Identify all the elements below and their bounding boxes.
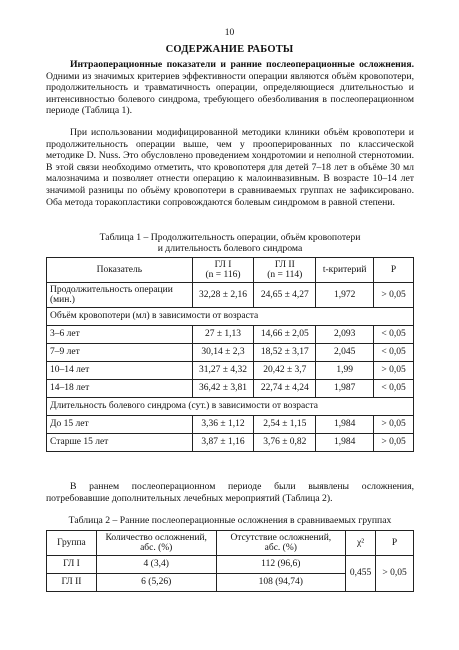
cell-p: > 0,05 bbox=[374, 283, 414, 308]
cell-t: 1,987 bbox=[316, 380, 374, 398]
cell-t: 2,093 bbox=[316, 326, 374, 344]
page-number: 10 bbox=[224, 28, 235, 38]
table-row bbox=[47, 416, 414, 434]
row-label: Продолжительность операции (мин.) bbox=[47, 283, 193, 308]
table-row bbox=[47, 362, 414, 380]
cell-group2: 3,76 ± 0,82 bbox=[254, 434, 316, 452]
paragraph-blood-loss: При использовании модифицированной методики клиники объём кровопотери и продолжительность операции выше, чем у прооперированных по классической методике D. Nuss. Это обусловлено проведением хондротомии и неполной стернотомии. В этой связи необходимо отметить, что кровопотеря для детей 7–18 лет в объёме 30 мл малозначима и позволяет отнести операцию к малоинвазивным. В возрасте 10–14 лет значимой разницы по объёму кровопотери в сравниваемых группах не зафиксировано. Оба метода торакопластики сопровождаются болевым синдромом в равной степени. bbox=[46, 127, 414, 208]
header-group1-n: (n = 116) bbox=[205, 270, 241, 280]
cell-complications: 4 (3,4) bbox=[96, 556, 216, 574]
cell-complications: 6 (5,26) bbox=[96, 574, 216, 592]
cell-t: 1,99 bbox=[316, 362, 374, 380]
cell-no-complications: 108 (94,74) bbox=[216, 574, 346, 592]
table-row bbox=[47, 434, 414, 452]
cell-group2: 22,74 ± 4,24 bbox=[254, 380, 316, 398]
header-group: Группа bbox=[47, 531, 97, 556]
section-row bbox=[47, 308, 414, 326]
cell-group1: 32,28 ± 2,16 bbox=[192, 283, 254, 308]
cell-group1: 31,27 ± 4,32 bbox=[192, 362, 254, 380]
cell-t: 2,045 bbox=[316, 344, 374, 362]
table1-caption bbox=[46, 232, 414, 255]
table-row bbox=[47, 344, 414, 362]
paragraph-body: Одними из значимых критериев эффективности операции являются объём кровопотери, продолжительность и травматичность операции, определяющиеся длительностью и интенсивностью болевого синдрома, требующего обезболивания в послеоперационном периоде (Таблица 1). bbox=[46, 70, 414, 117]
row-label: До 15 лет bbox=[47, 416, 193, 434]
cell-t: 1,984 bbox=[316, 434, 374, 452]
table1-header-row bbox=[47, 258, 414, 283]
header-no-complications-line2: абс. (%) bbox=[264, 543, 297, 553]
cell-group1: 3,36 ± 1,12 bbox=[192, 416, 254, 434]
cell-p: < 0,05 bbox=[374, 344, 414, 362]
cell-p: < 0,05 bbox=[374, 326, 414, 344]
cell-group2: 24,65 ± 4,27 bbox=[254, 283, 316, 308]
header-chi-square: χ² bbox=[346, 531, 376, 556]
header-group2-n: (n = 114) bbox=[267, 270, 303, 280]
paragraph-intraoperative bbox=[46, 59, 414, 117]
header-no-complications bbox=[216, 531, 346, 556]
cell-group2: 18,52 ± 3,17 bbox=[254, 344, 316, 362]
row-label: 3–6 лет bbox=[47, 326, 193, 344]
cell-group2: 2,54 ± 1,15 bbox=[254, 416, 316, 434]
header-group1 bbox=[192, 258, 254, 283]
cell-group1: 36,42 ± 3,81 bbox=[192, 380, 254, 398]
cell-chi-square: 0,455 bbox=[346, 556, 376, 592]
cell-group2: 20,42 ± 3,7 bbox=[254, 362, 316, 380]
table-row bbox=[47, 283, 414, 308]
paragraph-complications: В раннем послеоперационном периоде были выявлены осложнения, потребовавшие дополнительных лечебных мероприятий (Таблица 2). bbox=[46, 481, 414, 504]
paragraph-heading: Интраоперационные показатели и ранние послеоперационные осложнения. bbox=[70, 59, 414, 70]
row-label: 7–9 лет bbox=[47, 344, 193, 362]
header-group1-name: ГЛ I bbox=[214, 259, 232, 270]
table-row bbox=[47, 326, 414, 344]
page-title: СОДЕРЖАНИЕ РАБОТЫ bbox=[165, 44, 294, 55]
cell-group: ГЛ I bbox=[47, 556, 97, 574]
header-p: P bbox=[376, 531, 414, 556]
cell-p: > 0,05 bbox=[374, 362, 414, 380]
table-row bbox=[47, 556, 414, 574]
row-label: 10–14 лет bbox=[47, 362, 193, 380]
row-label: 14–18 лет bbox=[47, 380, 193, 398]
cell-p: > 0,05 bbox=[374, 416, 414, 434]
section-pain: Длительность болевого синдрома (сут.) в зависимости от возраста bbox=[47, 398, 414, 416]
table2 bbox=[46, 530, 414, 592]
table-row bbox=[47, 380, 414, 398]
cell-group1: 30,14 ± 2,3 bbox=[192, 344, 254, 362]
header-p: P bbox=[374, 258, 414, 283]
header-t-test: t-критерий bbox=[316, 258, 374, 283]
table1-caption-line2: и длительность болевого синдрома bbox=[157, 243, 303, 255]
table1-caption-line1: Таблица 1 – Продолжительность операции, объём кровопотери bbox=[99, 232, 361, 243]
header-complications bbox=[96, 531, 216, 556]
cell-group2: 14,66 ± 2,05 bbox=[254, 326, 316, 344]
header-complications-line2: абс. (%) bbox=[140, 543, 173, 553]
cell-group1: 3,87 ± 1,16 bbox=[192, 434, 254, 452]
cell-p: > 0,05 bbox=[374, 434, 414, 452]
cell-p: < 0,05 bbox=[374, 380, 414, 398]
header-group2 bbox=[254, 258, 316, 283]
header-indicator: Показатель bbox=[47, 258, 193, 283]
table1 bbox=[46, 257, 414, 452]
header-group2-name: ГЛ II bbox=[274, 259, 295, 270]
header-complications-line1: Количество осложнений, bbox=[105, 532, 207, 543]
cell-p: > 0,05 bbox=[376, 556, 414, 592]
section-blood-loss: Объём кровопотери (мл) в зависимости от возраста bbox=[47, 308, 414, 326]
table2-header-row bbox=[47, 531, 414, 556]
header-no-complications-line1: Отсутствие осложнений, bbox=[230, 532, 332, 543]
row-label: Старше 15 лет bbox=[47, 434, 193, 452]
cell-group1: 27 ± 1,13 bbox=[192, 326, 254, 344]
cell-group: ГЛ II bbox=[47, 574, 97, 592]
section-row bbox=[47, 398, 414, 416]
cell-no-complications: 112 (96,6) bbox=[216, 556, 346, 574]
cell-t: 1,984 bbox=[316, 416, 374, 434]
table2-caption: Таблица 2 – Ранние послеоперационные осложнения в сравниваемых группах bbox=[68, 515, 392, 526]
cell-t: 1,972 bbox=[316, 283, 374, 308]
